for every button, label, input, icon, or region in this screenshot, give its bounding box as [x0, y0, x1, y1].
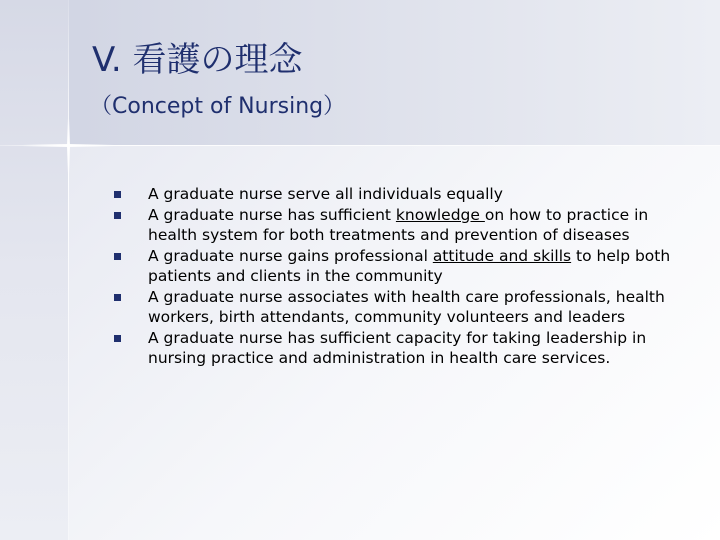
sparkle-horizontal	[22, 144, 114, 147]
bullet-text: to help both patients and clients in the community	[148, 246, 671, 285]
square-bullet-icon	[114, 294, 121, 301]
list-item	[114, 205, 674, 246]
slide-title: V. 看護の理念	[92, 40, 303, 80]
bullet-text: on how to practice in health system for both treatments and prevention of diseases	[148, 205, 649, 244]
vertical-divider	[68, 0, 69, 540]
square-bullet-icon	[114, 335, 121, 342]
bullet-text: A graduate nurse gains professional	[148, 246, 433, 265]
bullet-text: A graduate nurse serve all individuals equally	[148, 185, 503, 203]
square-bullet-icon	[114, 253, 121, 260]
list-item	[114, 287, 674, 328]
left-band	[0, 0, 68, 540]
slide-subtitle: （Concept of Nursing）	[90, 94, 346, 119]
bullet-text: A graduate nurse has sufficient capacity for taking leadership in nursing practice and administration in health care services.	[148, 328, 647, 367]
list-item	[114, 184, 674, 205]
bullet-list	[114, 184, 674, 369]
bullet-underlined-text: knowledge	[395, 205, 485, 224]
list-item	[114, 328, 674, 369]
bullet-text: A graduate nurse has sufficient	[148, 205, 396, 224]
bullet-underlined-text: attitude and skills	[432, 246, 572, 265]
bullet-text: A graduate nurse associates with health care professionals, health workers, birth attendants, community volunteers and leaders	[148, 287, 665, 326]
square-bullet-icon	[114, 212, 121, 219]
list-item	[114, 246, 674, 287]
square-bullet-icon	[114, 191, 121, 198]
